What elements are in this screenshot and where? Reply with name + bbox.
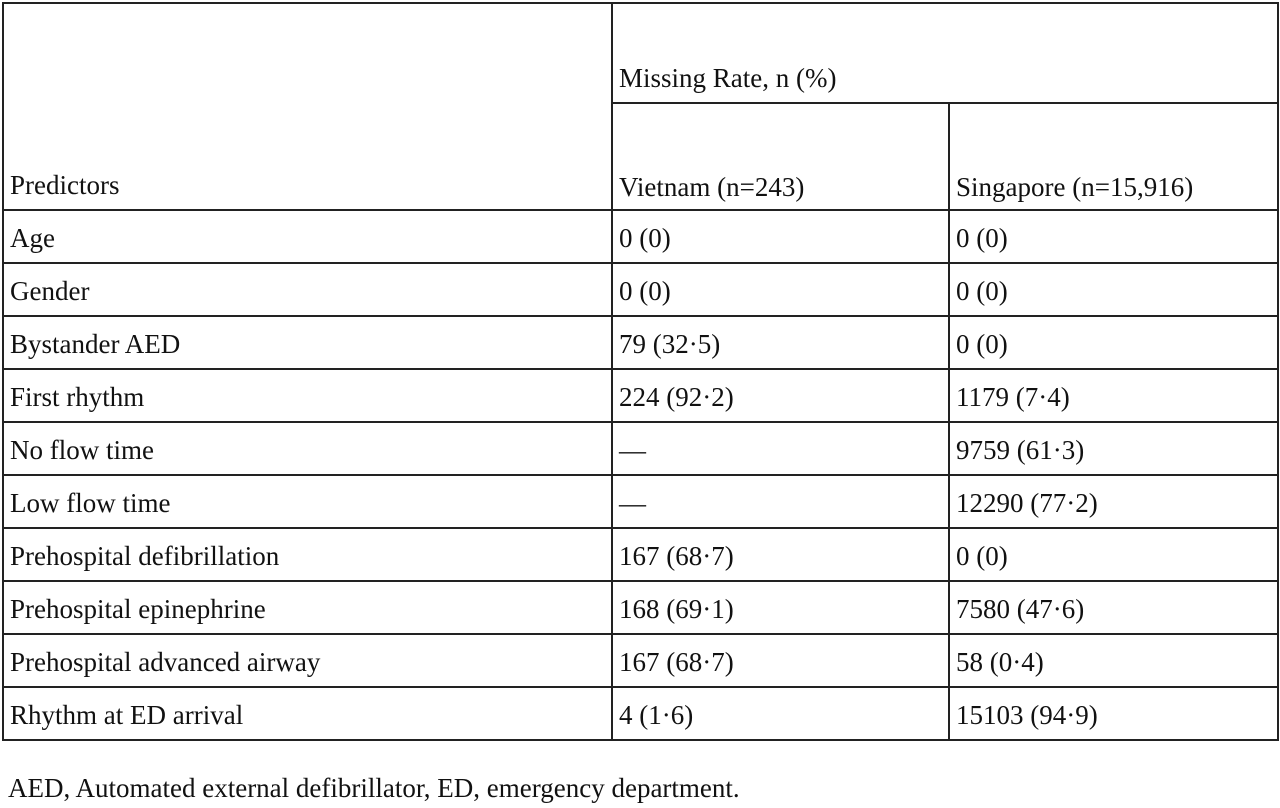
- header-vietnam: Vietnam (n=243): [612, 103, 949, 210]
- cell-predictor: Low flow time: [3, 475, 612, 528]
- cell-singapore: 0 (0): [949, 316, 1278, 369]
- cell-vietnam: 168 (69·1): [612, 581, 949, 634]
- missing-rate-table: [2, 2, 1279, 741]
- table-row: [3, 263, 1278, 316]
- cell-singapore: 0 (0): [949, 528, 1278, 581]
- cell-singapore: 1179 (7·4): [949, 369, 1278, 422]
- cell-singapore: 0 (0): [949, 263, 1278, 316]
- cell-vietnam: 167 (68·7): [612, 634, 949, 687]
- cell-singapore: 7580 (47·6): [949, 581, 1278, 634]
- header-singapore: Singapore (n=15,916): [949, 103, 1278, 210]
- cell-vietnam: 0 (0): [612, 263, 949, 316]
- table-row: [3, 422, 1278, 475]
- table-row: [3, 210, 1278, 263]
- cell-predictor: Bystander AED: [3, 316, 612, 369]
- cell-vietnam: 167 (68·7): [612, 528, 949, 581]
- cell-singapore: 9759 (61·3): [949, 422, 1278, 475]
- cell-vietnam: —: [612, 422, 949, 475]
- table-row: [3, 528, 1278, 581]
- table-footnote: AED, Automated external defibrillator, ED, emergency department.: [8, 773, 740, 803]
- cell-vietnam: 0 (0): [612, 210, 949, 263]
- table-row: [3, 581, 1278, 634]
- cell-predictor: Prehospital advanced airway: [3, 634, 612, 687]
- cell-vietnam: 79 (32·5): [612, 316, 949, 369]
- cell-predictor: First rhythm: [3, 369, 612, 422]
- cell-singapore: 58 (0·4): [949, 634, 1278, 687]
- cell-predictor: Gender: [3, 263, 612, 316]
- cell-vietnam: 4 (1·6): [612, 687, 949, 740]
- cell-predictor: No flow time: [3, 422, 612, 475]
- cell-predictor: Age: [3, 210, 612, 263]
- cell-singapore: 12290 (77·2): [949, 475, 1278, 528]
- header-row-group: [3, 3, 1278, 103]
- header-predictors: Predictors: [3, 3, 612, 210]
- cell-predictor: Rhythm at ED arrival: [3, 687, 612, 740]
- table-row: [3, 687, 1278, 740]
- table-row: [3, 316, 1278, 369]
- cell-singapore: 15103 (94·9): [949, 687, 1278, 740]
- cell-vietnam: —: [612, 475, 949, 528]
- cell-vietnam: 224 (92·2): [612, 369, 949, 422]
- table-row: [3, 634, 1278, 687]
- cell-predictor: Prehospital defibrillation: [3, 528, 612, 581]
- header-missing-rate: Missing Rate, n (%): [612, 3, 1278, 103]
- missing-rate-table-container: [2, 2, 1277, 741]
- table-row: [3, 475, 1278, 528]
- cell-predictor: Prehospital epinephrine: [3, 581, 612, 634]
- table-row: [3, 369, 1278, 422]
- cell-singapore: 0 (0): [949, 210, 1278, 263]
